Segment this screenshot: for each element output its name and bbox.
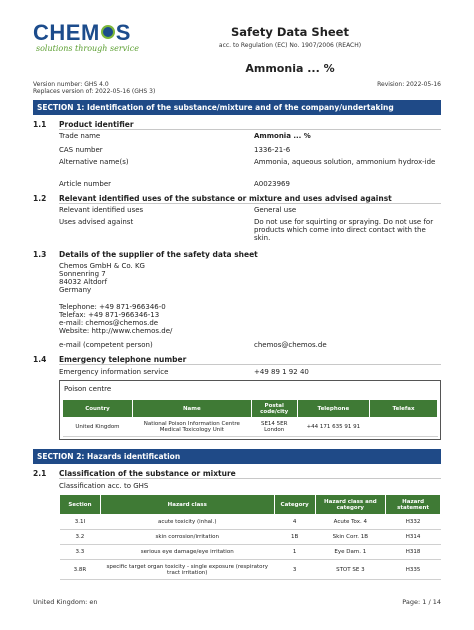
cell-hazard-class-category: Eye Dam. 1 — [315, 545, 386, 560]
divider — [59, 478, 441, 479]
supplier-address — [59, 262, 145, 294]
telefax-line: Telefax: +49 871-966346-13 — [59, 311, 160, 319]
table-row — [60, 560, 441, 580]
address-line: 84032 Altdorf — [59, 278, 108, 286]
subsection-1-2-title: Relevant identified uses of the substance or mixture and uses advised against — [59, 194, 392, 203]
col-category: Category — [274, 495, 315, 515]
alt-names-label: Alternative name(s) — [59, 158, 129, 166]
subsection-1-2-num: 1.2 — [33, 194, 47, 203]
hazard-classification-table — [59, 494, 441, 580]
col-section: Section — [60, 495, 101, 515]
cas-number-label: CAS number — [59, 146, 103, 154]
logo-word-left: CHEM — [33, 20, 100, 45]
section-2-bar: SECTION 2: Hazards identification — [33, 449, 441, 464]
col-telefax: Telefax — [370, 400, 438, 418]
chemos-logo — [33, 22, 139, 53]
trade-name-label: Trade name — [59, 132, 101, 140]
footer-locale: United Kingdom: en — [33, 598, 98, 606]
email-line: e-mail: chemos@chemos.de — [59, 319, 159, 327]
cell-section: 3.3 — [60, 545, 101, 560]
telephone-line: Telephone: +49 871-966346-0 — [59, 303, 166, 311]
replaces-version: Replaces version of: 2022-05-16 (GHS 3) — [33, 88, 156, 95]
document-title: Safety Data Sheet — [231, 25, 349, 39]
supplier-contact — [59, 303, 172, 335]
trade-name-value: Ammonia ... % — [254, 132, 311, 140]
alt-names-value: Ammonia, aqueous solution, ammonium hydrox-ide — [254, 158, 436, 166]
subsection-1-3-title: Details of the supplier of the safety data sheet — [59, 250, 258, 259]
version-number: Version number: GHS 4.0 — [33, 81, 109, 88]
product-title: Ammonia ... % — [245, 62, 335, 75]
identified-uses-label: Relevant identified uses — [59, 206, 144, 214]
cell-hazard-class: acute toxicity (inhal.) — [100, 515, 274, 530]
regulation-line: acc. to Regulation (EC) No. 1907/2006 (REACH) — [218, 42, 362, 49]
divider — [59, 364, 441, 365]
uses-advised-against-label: Uses advised against — [59, 218, 134, 226]
table-row — [60, 530, 441, 545]
cell-hazard-statement: H335 — [386, 560, 441, 580]
competent-person-label: e-mail (competent person) — [59, 341, 153, 349]
table-row — [60, 545, 441, 560]
competent-person-email: chemos@chemos.de — [254, 341, 327, 349]
logo-o-mark — [101, 25, 115, 39]
uses-advised-against-value: Do not use for squirting or spraying. Do not use for products which come into direct contact with the skin. — [254, 218, 434, 242]
table-row — [63, 418, 438, 437]
cell-category: 4 — [274, 515, 315, 530]
col-postal: Postal code/city — [251, 400, 297, 418]
table-row — [60, 515, 441, 530]
table-header-row — [60, 495, 441, 515]
article-number-value: A0023969 — [254, 180, 290, 188]
cell-section: 3.8R — [60, 560, 101, 580]
cell-hazard-statement: H314 — [386, 530, 441, 545]
address-line: Sonnenring 7 — [59, 270, 106, 278]
divider — [59, 129, 441, 130]
table-header-row — [63, 400, 438, 418]
poison-centre-box — [59, 380, 441, 440]
logo-word-right: S — [115, 20, 131, 45]
subsection-1-1-title: Product identifier — [59, 120, 134, 129]
col-country: Country — [63, 400, 133, 418]
emergency-service-label: Emergency information service — [59, 368, 169, 376]
subsection-1-4-num: 1.4 — [33, 355, 47, 364]
cell-hazard-class: specific target organ toxicity - single exposure (respiratory tract irritation) — [100, 560, 274, 580]
cell-section: 3.2 — [60, 530, 101, 545]
cell-country: United Kingdom — [63, 418, 133, 437]
poison-centre-label: Poison centre — [64, 385, 112, 393]
subsection-1-1-num: 1.1 — [33, 120, 47, 129]
divider — [59, 203, 441, 204]
cell-hazard-statement: H318 — [386, 545, 441, 560]
emergency-service-number: +49 89 1 92 40 — [254, 368, 309, 376]
address-line: Germany — [59, 286, 92, 294]
article-number-label: Article number — [59, 180, 112, 188]
footer-page-number: Page: 1 / 14 — [402, 598, 441, 606]
website-line: Website: http://www.chemos.de/ — [59, 327, 173, 335]
subsection-2-1-num: 2.1 — [33, 469, 47, 478]
cell-hazard-class: skin corrosion/irritation — [100, 530, 274, 545]
cas-number-value: 1336-21-6 — [254, 146, 291, 154]
col-hazard-class-category: Hazard class and category — [315, 495, 386, 515]
classification-sub: Classification acc. to GHS — [59, 482, 149, 490]
cell-section: 3.1I — [60, 515, 101, 530]
poison-centre-table — [62, 399, 438, 437]
cell-telephone: +44 171 635 91 91 — [297, 418, 369, 437]
logo-tagline: solutions through service — [36, 44, 139, 53]
cell-telefax — [370, 418, 438, 437]
section-1-bar: SECTION 1: Identification of the substance/mixture and of the company/undertaking — [33, 100, 441, 115]
address-line: Chemos GmbH & Co. KG — [59, 262, 145, 270]
col-hazard-statement: Hazard statement — [386, 495, 441, 515]
cell-hazard-statement: H332 — [386, 515, 441, 530]
cell-category: 1 — [274, 545, 315, 560]
subsection-1-4-title: Emergency telephone number — [59, 355, 187, 364]
col-telephone: Telephone — [297, 400, 369, 418]
cell-name: National Poison Information Centre Medical Toxicology Unit — [132, 418, 251, 437]
cell-category: 1B — [274, 530, 315, 545]
cell-category: 3 — [274, 560, 315, 580]
subsection-1-3-num: 1.3 — [33, 250, 47, 259]
revision-date: Revision: 2022-05-16 — [377, 81, 441, 88]
subsection-2-1-title: Classification of the substance or mixture — [59, 469, 236, 478]
cell-hazard-class: serious eye damage/eye irritation — [100, 545, 274, 560]
cell-hazard-class-category: STOT SE 3 — [315, 560, 386, 580]
col-hazard-class: Hazard class — [100, 495, 274, 515]
cell-hazard-class-category: Skin Corr. 1B — [315, 530, 386, 545]
identified-uses-value: General use — [254, 206, 297, 214]
col-name: Name — [132, 400, 251, 418]
cell-postal: SE14 5ER London — [251, 418, 297, 437]
cell-hazard-class-category: Acute Tox. 4 — [315, 515, 386, 530]
